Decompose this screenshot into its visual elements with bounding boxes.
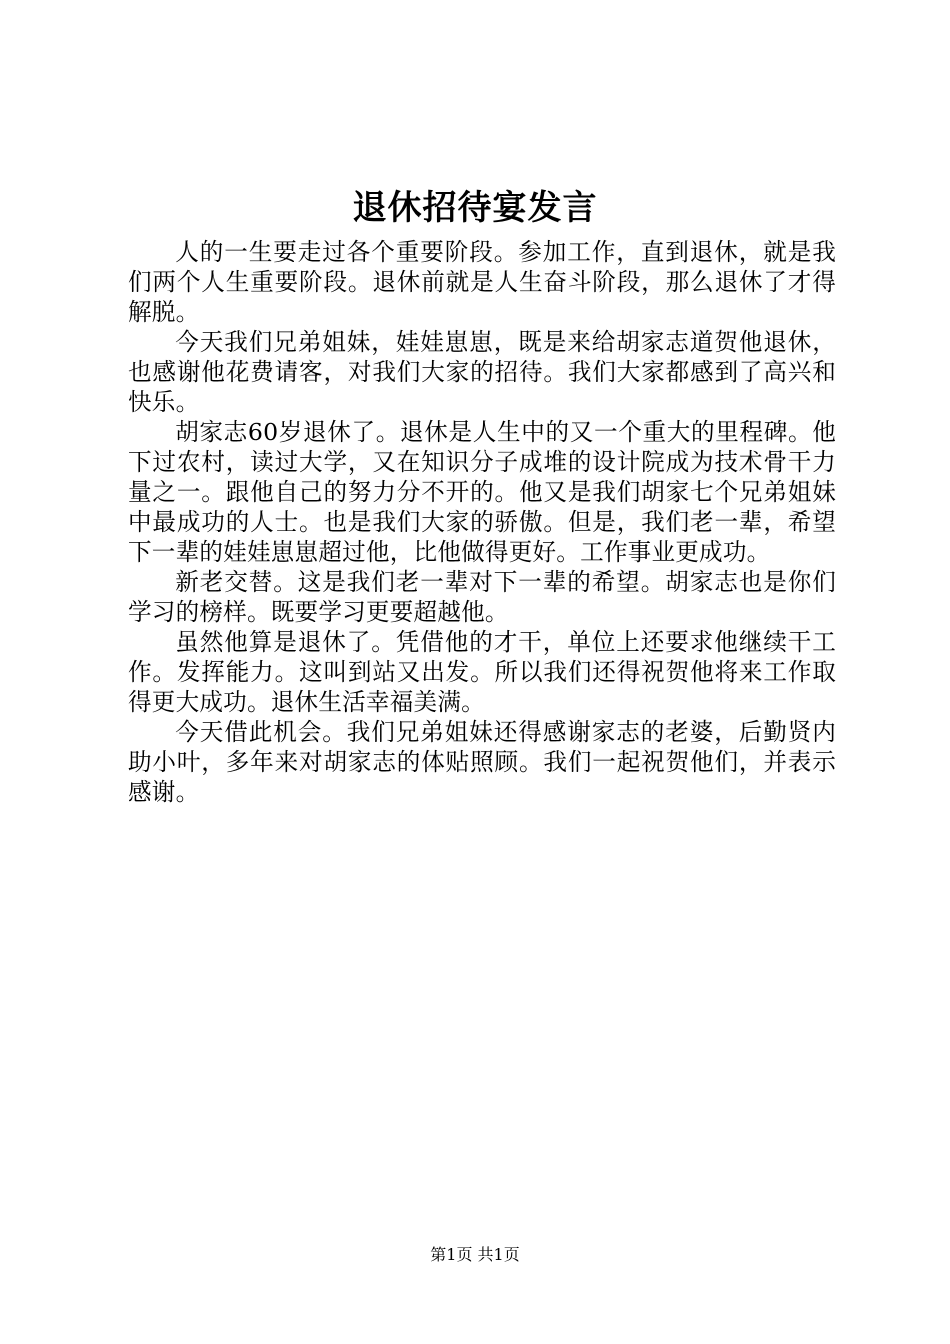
page-footer: 第1页 共1页 — [430, 1245, 520, 1264]
paragraph: 人的一生要走过各个重要阶段。参加工作，直到退休，就是我们两个人生重要阶段。退休前就是人生奋斗阶段，那么退休了才得解脱。 — [128, 238, 836, 326]
paragraph: 虽然他算是退休了。凭借他的才干，单位上还要求他继续干工作。发挥能力。这叫到站又出发。所以我们还得祝贺他将来工作取得更大成功。退休生活幸福美满。 — [128, 628, 836, 716]
paragraph: 胡家志60岁退休了。退休是人生中的又一个重大的里程碑。他下过农村，读过大学，又在知识分子成堆的设计院成为技术骨干力量之一。跟他自己的努力分不开的。他又是我们胡家七个兄弟姐妹中最成功的人士。也是我们大家的骄傲。但是，我们老一辈，希望下一辈的娃娃崽崽超过他，比他做得更好。工作事业更成功。 — [128, 418, 836, 566]
paragraph: 今天借此机会。我们兄弟姐妹还得感谢家志的老婆，后勤贤内助小叶，多年来对胡家志的体贴照顾。我们一起祝贺他们，并表示感谢。 — [128, 718, 836, 806]
paragraph: 今天我们兄弟姐妹，娃娃崽崽，既是来给胡家志道贺他退休，也感谢他花费请客，对我们大家的招待。我们大家都感到了高兴和快乐。 — [128, 328, 836, 416]
document-body — [128, 237, 836, 807]
document-title: 退休招待宴发言 — [352, 188, 598, 228]
paragraph: 新老交替。这是我们老一辈对下一辈的希望。胡家志也是你们学习的榜样。既要学习更要超越他。 — [128, 568, 836, 626]
